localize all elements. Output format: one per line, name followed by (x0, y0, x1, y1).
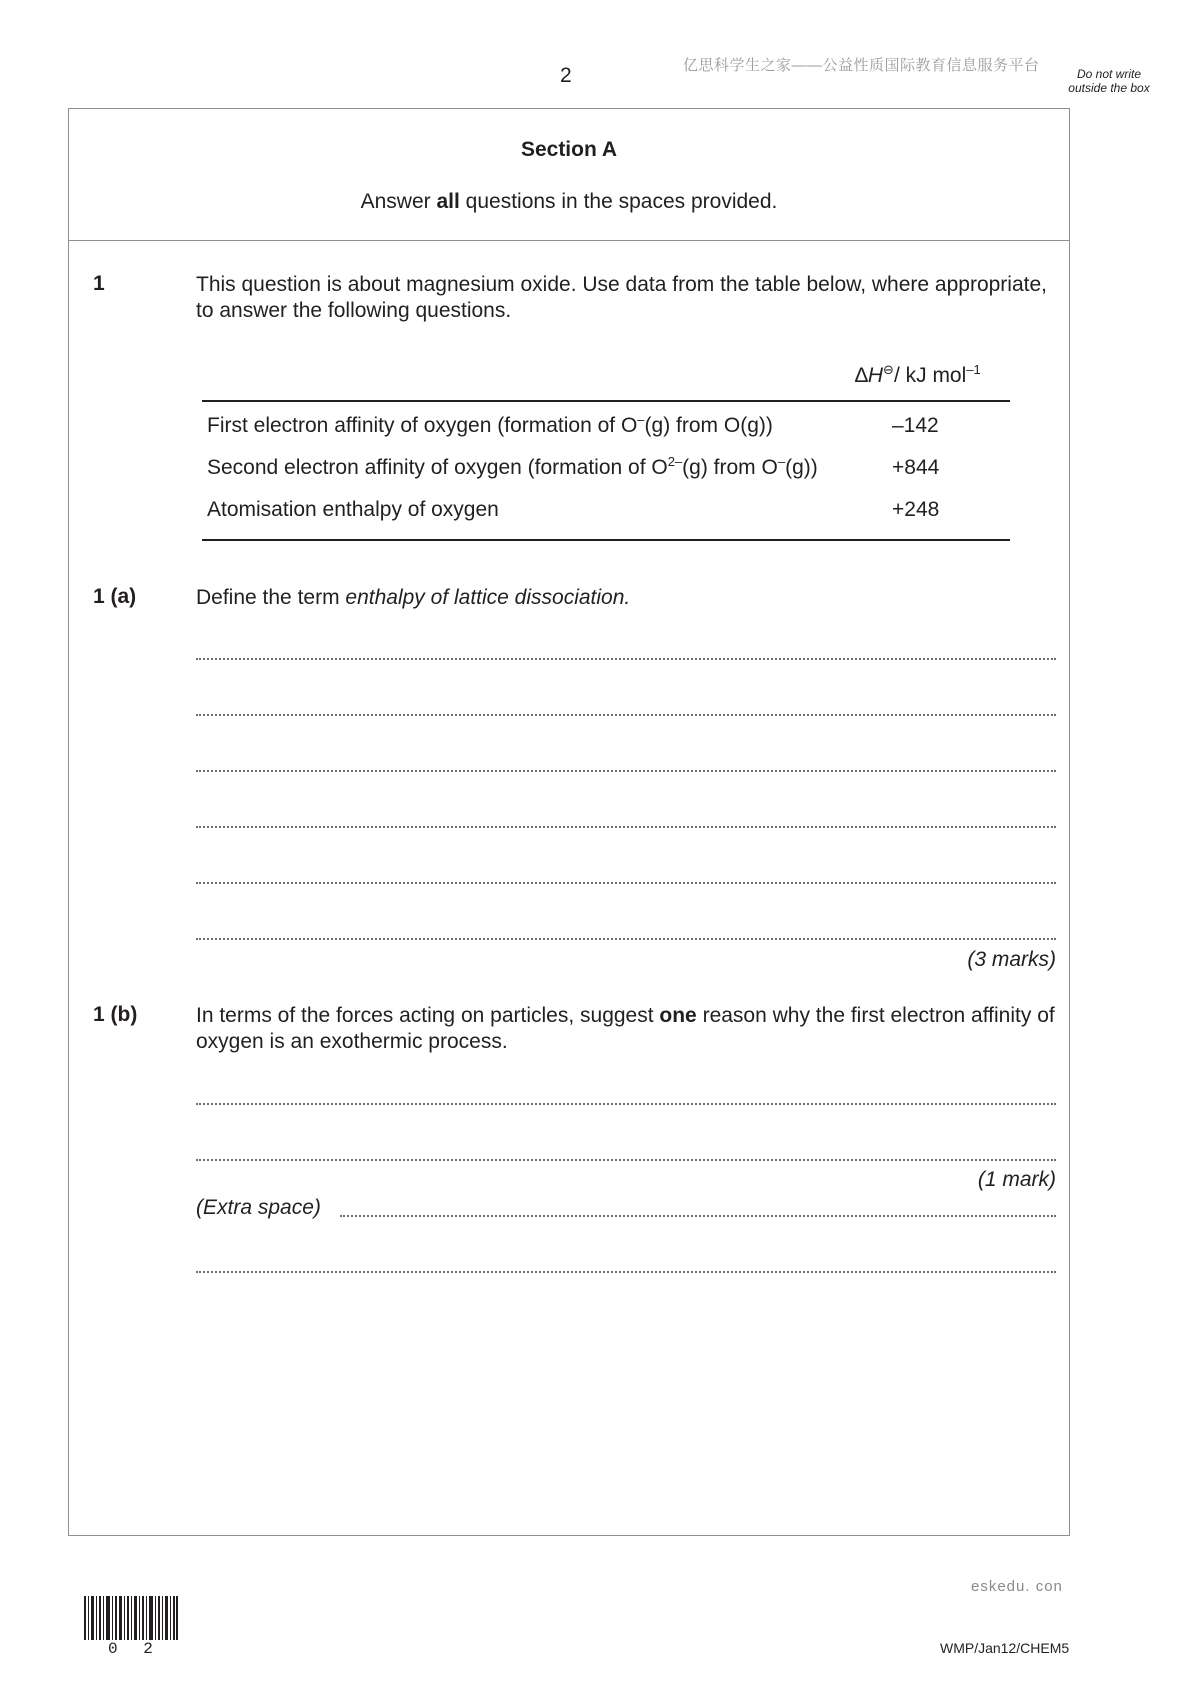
ion-charge: – (637, 412, 645, 427)
extra-answer-line[interactable] (340, 1215, 1056, 1217)
table-bottom-rule (202, 539, 1010, 541)
table-row-label: Atomisation enthalpy of oxygen (207, 498, 499, 521)
paper-code: WMP/Jan12/CHEM5 (940, 1640, 1070, 1656)
row-text: First electron affinity of oxygen (formation of O (207, 414, 638, 437)
question-text-part: reason why the first electron affinity of oxygen is an exothermic process. (196, 1004, 1055, 1053)
table-top-rule (202, 400, 1010, 402)
marks-label-1a: (3 marks) (967, 948, 1056, 971)
watermark-text: 亿思科学生之家——公益性质国际教育信息服务平台 (683, 57, 1040, 74)
standard-state-icon: ⊖ (883, 362, 894, 377)
row-text: (g) from O(g)) (644, 414, 773, 437)
unit-text: / kJ mol (893, 364, 967, 387)
question-text: This question is about magnesium oxide. Use data from the table below, where appropriate, to answer the following questions. (196, 273, 1047, 322)
enthalpy-symbol: H (867, 364, 884, 387)
footer-site: eskedu. con (971, 1578, 1063, 1595)
page-number: 2 (560, 64, 572, 87)
ion-charge: 2– (667, 454, 683, 469)
answer-line[interactable] (196, 658, 1056, 660)
barcode-number: 0 2 (108, 1640, 161, 1658)
question-text-bold: one (659, 1004, 697, 1027)
answer-line[interactable] (196, 770, 1056, 772)
row-text: Second electron affinity of oxygen (formation of O (207, 456, 668, 479)
section-instruction (68, 190, 1070, 214)
question-number: 1 (93, 272, 105, 295)
answer-line[interactable] (196, 938, 1056, 940)
barcode-icon (84, 1596, 178, 1640)
question-text-1a (196, 585, 1056, 611)
instruction-text: Answer (360, 190, 437, 213)
marks-label-1b: (1 mark) (977, 1168, 1056, 1191)
table-row-value: +844 (892, 456, 940, 479)
answer-line[interactable] (196, 714, 1056, 716)
answer-line[interactable] (196, 1159, 1056, 1161)
answer-line[interactable] (196, 826, 1056, 828)
question-text-part: In terms of the forces acting on particles, suggest (196, 1004, 660, 1027)
row-text: (g)) (785, 456, 818, 479)
table-row-label (207, 456, 818, 480)
table-row-value: –142 (892, 414, 939, 437)
question-text-part: Define the term (196, 586, 346, 609)
question-text-1b (196, 1003, 1056, 1055)
extra-answer-line[interactable] (196, 1271, 1056, 1273)
instruction-text-end: questions in the spaces provided. (459, 190, 778, 213)
question-number-1b: 1 (b) (93, 1003, 138, 1026)
section-title: Section A (520, 138, 618, 161)
table-row-value: +248 (892, 498, 940, 521)
margin-note: Do not write outside the box (1068, 67, 1150, 95)
unit-exponent: –1 (966, 362, 981, 377)
question-number-1a: 1 (a) (93, 585, 137, 608)
extra-space-label: (Extra space) (196, 1196, 321, 1219)
answer-line[interactable] (196, 1103, 1056, 1105)
table-column-header (855, 364, 981, 388)
row-text: (g) from O (682, 456, 778, 479)
delta-symbol: ∆ (855, 364, 868, 387)
ion-charge: – (777, 454, 786, 469)
instruction-bold: all (436, 190, 460, 213)
section-header (68, 108, 1070, 241)
question-term-italic: enthalpy of lattice dissociation. (345, 586, 631, 609)
table-row-label (207, 414, 773, 438)
answer-line[interactable] (196, 882, 1056, 884)
